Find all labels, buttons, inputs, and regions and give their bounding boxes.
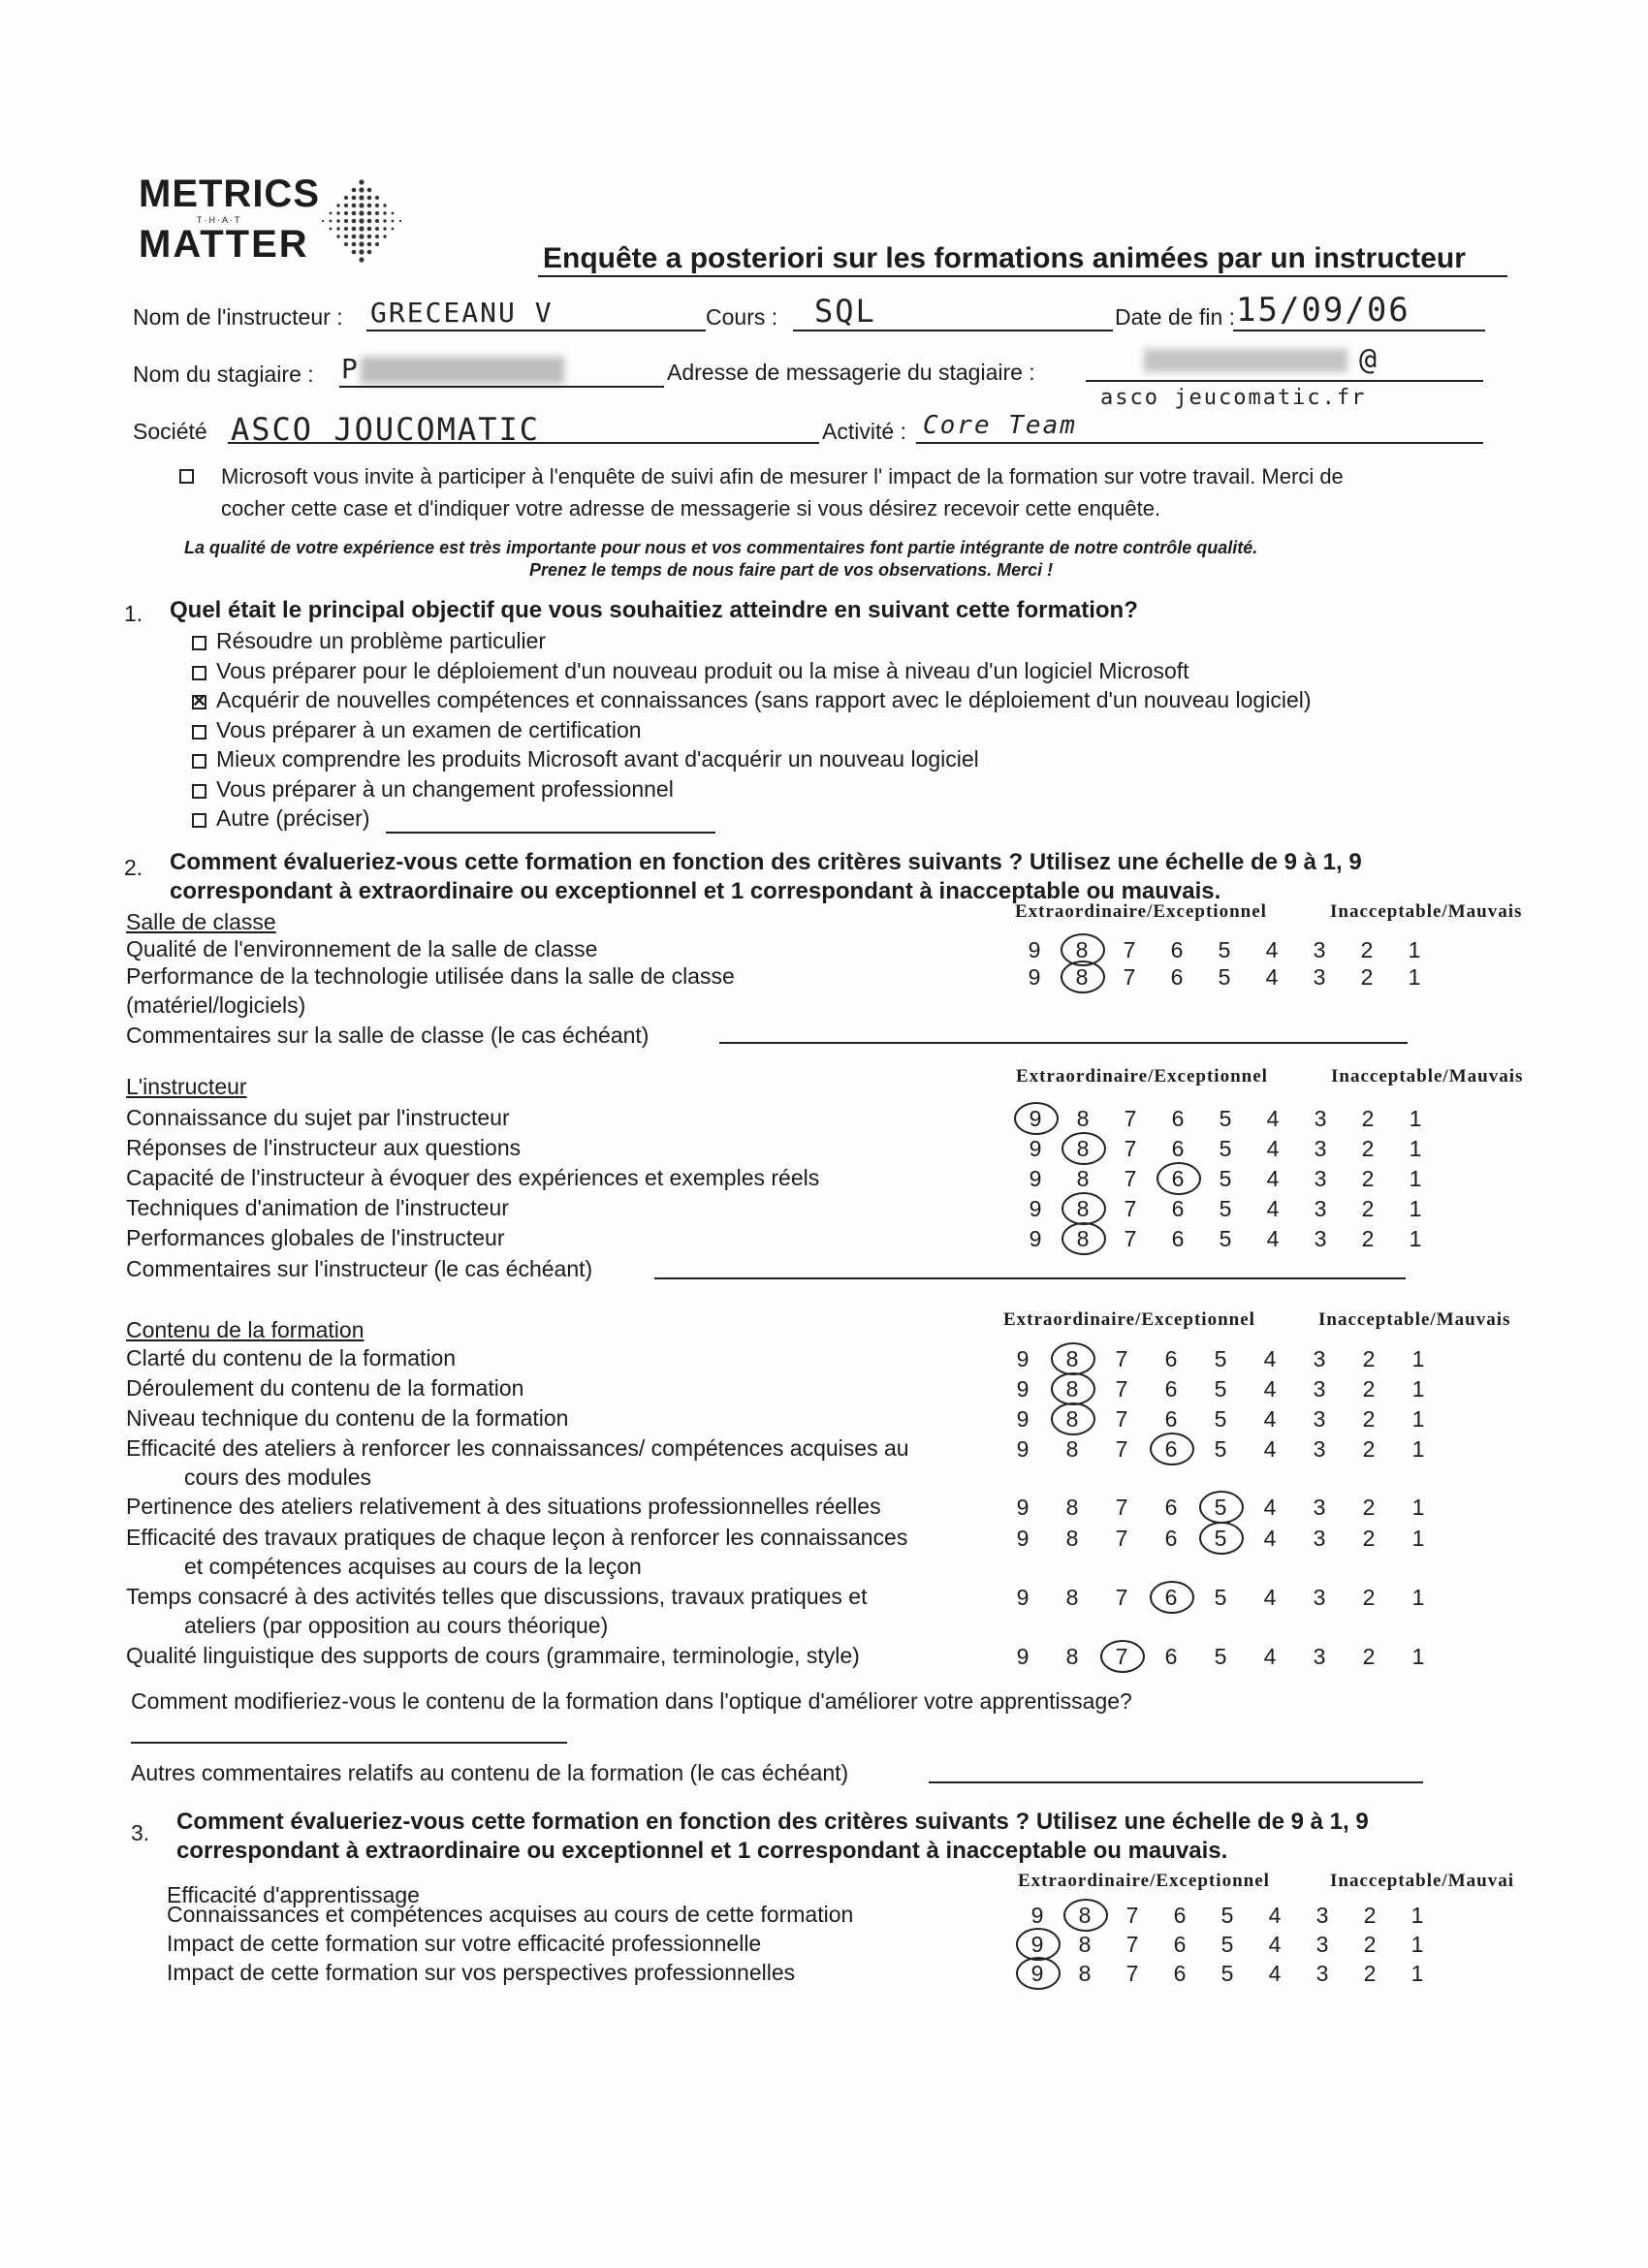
rating-option-9[interactable]: 9: [1016, 1376, 1030, 1402]
rating-option-2[interactable]: 2: [1362, 1376, 1376, 1402]
q1-option-label: Résoudre un problème particulier: [216, 628, 547, 653]
content-item-label: Niveau technique du contenu de la formation: [126, 1405, 569, 1431]
activity-label: Activité :: [822, 419, 906, 444]
classroom-comment-label: Commentaires sur la salle de classe (le cas échéant): [126, 1023, 650, 1048]
q3-item-label: Impact de cette formation sur votre efficacité professionnelle: [167, 1931, 762, 1956]
rating-option-1[interactable]: 1: [1411, 1376, 1425, 1402]
logo: [139, 173, 420, 269]
rating-option-9[interactable]: 9: [1029, 1196, 1042, 1221]
rating-option-6[interactable]: 6: [1171, 1226, 1185, 1251]
rating-option-7[interactable]: 7: [1115, 1585, 1128, 1610]
rating-option-8[interactable]: 8: [1065, 1585, 1079, 1610]
rating-option-8[interactable]: 8: [1076, 1106, 1090, 1131]
rating-option-5[interactable]: 5: [1219, 1136, 1232, 1161]
rating-circle: [1063, 1899, 1108, 1932]
rating-option-3[interactable]: 3: [1313, 1406, 1326, 1432]
rating-option-7[interactable]: 7: [1124, 1196, 1137, 1221]
rating-option-4[interactable]: 4: [1266, 1106, 1280, 1131]
q3-number: 3.: [131, 1820, 150, 1845]
rating-option-9[interactable]: 9: [1030, 1932, 1044, 1957]
date-value[interactable]: 15/09/06: [1236, 291, 1410, 330]
rating-option-9[interactable]: 9: [1016, 1526, 1030, 1551]
rating-option-5[interactable]: 5: [1219, 1106, 1232, 1131]
rating-option-6[interactable]: 6: [1173, 1961, 1187, 1986]
quality-line2: Prenez le temps de nous faire part de vos observations. Merci !: [529, 560, 1054, 580]
trainee-line: [339, 386, 664, 388]
invite-line2: cocher cette case et d'indiquer votre adresse de messagerie si vous désirez recevoir cette enquête.: [221, 496, 1161, 520]
rating-option-9[interactable]: 9: [1016, 1436, 1030, 1462]
rating-option-1[interactable]: 1: [1411, 1346, 1425, 1371]
content-item-label: Clarté du contenu de la formation: [126, 1345, 457, 1370]
instructor-item-label: Réponses de l'instructeur aux questions: [126, 1135, 522, 1160]
classroom-comment-line: [719, 1042, 1408, 1044]
rating-option-7[interactable]: 7: [1123, 964, 1136, 990]
q1-option-label: Vous préparer à un changement professionnel: [216, 775, 674, 802]
rating-option-2[interactable]: 2: [1360, 964, 1374, 990]
rating-option-3[interactable]: 3: [1314, 1196, 1327, 1221]
instructor-item-label: Performances globales de l'instructeur: [126, 1225, 505, 1250]
rating-option-7[interactable]: 7: [1125, 1903, 1139, 1928]
rating-option-9[interactable]: 9: [1016, 1585, 1030, 1610]
rating-option-5[interactable]: 5: [1220, 1961, 1234, 1986]
rating-option-1[interactable]: 1: [1409, 1106, 1422, 1131]
rating-option-1[interactable]: 1: [1411, 1585, 1425, 1610]
rating-option-2[interactable]: 2: [1361, 1196, 1375, 1221]
scale-high-label: Extraordinaire/Exceptionnel: [1015, 901, 1267, 922]
rating-option-1[interactable]: 1: [1410, 1932, 1424, 1957]
rating-option-3[interactable]: 3: [1313, 964, 1326, 990]
rating-option-7[interactable]: 7: [1115, 1436, 1128, 1462]
rating-option-4[interactable]: 4: [1266, 1196, 1280, 1221]
rating-option-3[interactable]: 3: [1313, 1376, 1326, 1402]
classroom-item-label: Performance de la technologie utilisée dans la salle de classe: [126, 963, 735, 989]
content-item-label-cont: et compétences acquises au cours de la leçon: [184, 1554, 642, 1579]
q1-option-checkbox[interactable]: [192, 754, 206, 769]
rating-circle: [1062, 1222, 1106, 1255]
rating-option-1[interactable]: 1: [1410, 1961, 1424, 1986]
activity-line: [916, 442, 1483, 444]
rating-option-7[interactable]: 7: [1115, 1346, 1128, 1371]
rating-option-3[interactable]: 3: [1313, 1644, 1326, 1669]
q2-title-line2: correspondant à extraordinaire ou exceptionnel et 1 correspondant à inacceptable ou mauvais.: [170, 878, 1221, 904]
rating-option-2[interactable]: 2: [1362, 1406, 1376, 1432]
rating-option-7[interactable]: 7: [1123, 937, 1136, 962]
q1-option[interactable]: [192, 658, 1189, 684]
rating-option-5[interactable]: 5: [1218, 937, 1231, 962]
instructor-item-label: Techniques d'animation de l'instructeur: [126, 1195, 509, 1220]
date-line: [1233, 330, 1485, 331]
rating-option-4[interactable]: 4: [1263, 1585, 1277, 1610]
rating-option-1[interactable]: 1: [1411, 1436, 1425, 1462]
rating-option-9[interactable]: 9: [1029, 1226, 1042, 1251]
classroom-item-label-cont: (matériel/logiciels): [126, 992, 306, 1018]
q3-item-label: Connaissances et compétences acquises au cours de cette formation: [167, 1902, 854, 1927]
q3-scale-low-label: Inacceptable/Mauvai: [1330, 1871, 1514, 1891]
rating-option-2[interactable]: 2: [1362, 1495, 1376, 1520]
activity-value[interactable]: Core Team: [923, 411, 1077, 440]
content-item-label: Déroulement du contenu de la formation: [126, 1375, 524, 1401]
rating-option-2[interactable]: 2: [1363, 1903, 1377, 1928]
rating-option-7[interactable]: 7: [1124, 1166, 1137, 1191]
rating-option-8[interactable]: 8: [1065, 1495, 1079, 1520]
q1-option-label: Autre (préciser): [216, 805, 370, 831]
rating-option-3[interactable]: 3: [1315, 1903, 1329, 1928]
rating-option-7[interactable]: 7: [1115, 1644, 1128, 1669]
logo-matter: MATTER: [139, 223, 309, 266]
rating-option-1[interactable]: 1: [1409, 1226, 1422, 1251]
rating-option-8[interactable]: 8: [1065, 1644, 1079, 1669]
invite-line1: Microsoft vous invite à participer à l'enquête de suivi afin de mesurer l' impact de la formation sur votre travail. Merci de: [221, 464, 1344, 488]
rating-circle: [1051, 1342, 1095, 1375]
content-item-label: Temps consacré à des activités telles que discussions, travaux pratiques et: [126, 1584, 868, 1609]
rating-option-7[interactable]: 7: [1125, 1961, 1139, 1986]
q1-option[interactable]: [192, 717, 642, 743]
rating-option-9[interactable]: 9: [1029, 1166, 1042, 1191]
rating-option-6[interactable]: 6: [1164, 1436, 1178, 1462]
q1-option-checkbox[interactable]: [192, 636, 206, 650]
rating-option-4[interactable]: 4: [1265, 937, 1279, 962]
rating-option-7[interactable]: 7: [1124, 1136, 1137, 1161]
quality-line1: La qualité de votre expérience est très importante pour nous et vos commentaires font partie intégrante de notre contrôle qualité.: [184, 538, 1258, 557]
rating-option-5[interactable]: 5: [1214, 1585, 1227, 1610]
rating-option-6[interactable]: 6: [1171, 1196, 1185, 1221]
rating-option-6[interactable]: 6: [1164, 1495, 1178, 1520]
instructor-item-label: Capacité de l'instructeur à évoquer des expériences et exemples réels: [126, 1165, 820, 1190]
rating-option-2[interactable]: 2: [1362, 1644, 1376, 1669]
course-value[interactable]: SQL: [814, 293, 876, 330]
rating-option-5[interactable]: 5: [1214, 1406, 1227, 1432]
rating-option-4[interactable]: 4: [1263, 1644, 1277, 1669]
rating-option-5[interactable]: 5: [1220, 1903, 1234, 1928]
rating-option-3[interactable]: 3: [1313, 1585, 1326, 1610]
rating-option-3[interactable]: 3: [1314, 1166, 1327, 1191]
rating-option-5[interactable]: 5: [1220, 1932, 1234, 1957]
rating-option-7[interactable]: 7: [1124, 1226, 1137, 1251]
rating-option-6[interactable]: 6: [1164, 1406, 1178, 1432]
rating-option-9[interactable]: 9: [1029, 1106, 1042, 1131]
rating-circle: [1051, 1372, 1095, 1405]
date-label: Date de fin :: [1115, 304, 1236, 330]
q1-option[interactable]: [192, 776, 674, 803]
rating-option-1[interactable]: 1: [1411, 1644, 1425, 1669]
content-improve-question: Comment modifieriez-vous le contenu de la formation dans l'optique d'améliorer votre apprentissage?: [131, 1688, 1132, 1714]
q1-option[interactable]: [192, 746, 979, 772]
rating-option-4[interactable]: 4: [1268, 1903, 1282, 1928]
instructor-line: [366, 330, 706, 331]
rating-circle: [1014, 1102, 1059, 1135]
content-item-label: Efficacité des travaux pratiques de chaque leçon à renforcer les connaissances: [126, 1525, 908, 1550]
q1-option-label: Acquérir de nouvelles compétences et connaissances (sans rapport avec le déploiement d'un nouveau logiciel): [216, 687, 1312, 712]
rating-option-6[interactable]: 6: [1164, 1644, 1178, 1669]
rating-option-3[interactable]: 3: [1313, 1495, 1326, 1520]
rating-option-8[interactable]: 8: [1065, 1526, 1079, 1551]
rating-option-4[interactable]: 4: [1263, 1346, 1277, 1371]
rating-option-3[interactable]: 3: [1313, 1436, 1326, 1462]
rating-circle: [1150, 1433, 1194, 1465]
scale-low-label: Inacceptable/Mauvais: [1331, 1066, 1524, 1087]
rating-option-7[interactable]: 7: [1115, 1526, 1128, 1551]
rating-circle: [1062, 1132, 1106, 1165]
rating-option-4[interactable]: 4: [1263, 1526, 1277, 1551]
rating-option-3[interactable]: 3: [1315, 1932, 1329, 1957]
rating-option-8[interactable]: 8: [1075, 964, 1089, 990]
content-item-label: Efficacité des ateliers à renforcer les connaissances/ compétences acquises au: [126, 1435, 909, 1461]
q1-option-checkbox[interactable]: [192, 725, 206, 740]
rating-option-5[interactable]: 5: [1219, 1166, 1232, 1191]
rating-option-6[interactable]: 6: [1173, 1903, 1187, 1928]
content-improve-line: [131, 1742, 567, 1744]
rating-option-1[interactable]: 1: [1408, 964, 1421, 990]
rating-circle: [1061, 961, 1105, 993]
instructor-value[interactable]: GRECEANU V: [370, 297, 554, 329]
q1-option-checkbox[interactable]: [192, 784, 206, 799]
instructor-comment-line: [654, 1277, 1406, 1279]
rating-option-4[interactable]: 4: [1263, 1495, 1277, 1520]
rating-option-9[interactable]: 9: [1016, 1644, 1030, 1669]
rating-option-6[interactable]: 6: [1171, 1106, 1185, 1131]
email-value[interactable]: asco jeucomatic.fr: [1100, 386, 1367, 410]
q1-number: 1.: [124, 601, 143, 626]
instructor-comment-label: Commentaires sur l'instructeur (le cas échéant): [126, 1256, 593, 1281]
rating-option-6[interactable]: 6: [1164, 1346, 1178, 1371]
rating-option-2[interactable]: 2: [1362, 1346, 1376, 1371]
rating-option-3[interactable]: 3: [1313, 1526, 1326, 1551]
rating-option-4[interactable]: 4: [1263, 1376, 1277, 1402]
scale-low-label: Inacceptable/Mauvais: [1318, 1309, 1511, 1330]
rating-option-8[interactable]: 8: [1076, 1166, 1090, 1191]
rating-option-1[interactable]: 1: [1410, 1903, 1424, 1928]
scale-low-label: Inacceptable/Mauvais: [1330, 901, 1523, 922]
rating-option-9[interactable]: 9: [1016, 1495, 1030, 1520]
rating-option-4[interactable]: 4: [1266, 1226, 1280, 1251]
rating-option-6[interactable]: 6: [1164, 1526, 1178, 1551]
rating-option-4[interactable]: 4: [1268, 1961, 1282, 1986]
rating-option-1[interactable]: 1: [1408, 937, 1421, 962]
trainee-label: Nom du stagiaire :: [133, 362, 314, 387]
instructor-heading: L'instructeur: [126, 1074, 247, 1099]
q3-item-label: Impact de cette formation sur vos perspectives professionnelles: [167, 1960, 796, 1985]
rating-option-1[interactable]: 1: [1409, 1166, 1422, 1191]
trainee-value[interactable]: P: [341, 353, 360, 385]
rating-option-2[interactable]: 2: [1363, 1961, 1377, 1986]
rating-option-8[interactable]: 8: [1078, 1903, 1092, 1928]
rating-option-7[interactable]: 7: [1115, 1495, 1128, 1520]
scale-high-label: Extraordinaire/Exceptionnel: [1016, 1066, 1268, 1087]
rating-option-8[interactable]: 8: [1076, 1226, 1090, 1251]
email-line: [1086, 380, 1483, 382]
rating-option-5[interactable]: 5: [1214, 1495, 1227, 1520]
classroom-item-label: Qualité de l'environnement de la salle de classe: [126, 936, 598, 961]
rating-circle: [1157, 1162, 1201, 1195]
rating-option-1[interactable]: 1: [1411, 1406, 1425, 1432]
company-line: [228, 442, 819, 444]
rating-option-5[interactable]: 5: [1218, 964, 1231, 990]
rating-option-2[interactable]: 2: [1361, 1106, 1375, 1131]
rating-option-3[interactable]: 3: [1314, 1106, 1327, 1131]
content-other-label: Autres commentaires relatifs au contenu de la formation (le cas échéant): [131, 1760, 849, 1785]
rating-option-3[interactable]: 3: [1314, 1136, 1327, 1161]
rating-option-6[interactable]: 6: [1171, 1166, 1185, 1191]
trainee-redaction: [361, 357, 564, 384]
q1-option-checkbox[interactable]: [192, 813, 206, 828]
rating-option-9[interactable]: 9: [1028, 937, 1041, 962]
logo-metrics: METRICS: [139, 173, 320, 215]
company-value[interactable]: ASCO JOUCOMATIC: [231, 411, 540, 448]
rating-option-1[interactable]: 1: [1411, 1495, 1425, 1520]
q1-option-label: Mieux comprendre les produits Microsoft avant d'acquérir un nouveau logiciel: [216, 746, 979, 772]
email-label: Adresse de messagerie du stagiaire :: [667, 360, 1035, 385]
rating-option-6[interactable]: 6: [1164, 1585, 1178, 1610]
rating-circle: [1199, 1522, 1244, 1555]
rating-option-8[interactable]: 8: [1076, 1196, 1090, 1221]
rating-option-7[interactable]: 7: [1115, 1376, 1128, 1402]
rating-option-5[interactable]: 5: [1214, 1436, 1227, 1462]
content-item-label: Pertinence des ateliers relativement à des situations professionnelles réelles: [126, 1494, 881, 1519]
content-item-label: Qualité linguistique des supports de cours (grammaire, terminologie, style): [126, 1643, 860, 1668]
rating-option-7[interactable]: 7: [1125, 1932, 1139, 1957]
rating-option-4[interactable]: 4: [1266, 1166, 1280, 1191]
content-item-label-cont: cours des modules: [184, 1465, 372, 1490]
rating-circle: [1100, 1640, 1145, 1673]
rating-option-8[interactable]: 8: [1076, 1136, 1090, 1161]
rating-option-6[interactable]: 6: [1170, 937, 1184, 962]
q2-number: 2.: [124, 855, 143, 880]
rating-option-9[interactable]: 9: [1030, 1961, 1044, 1986]
course-line: [793, 330, 1113, 331]
q1-option[interactable]: [192, 687, 1312, 713]
scale-high-label: Extraordinaire/Exceptionnel: [1003, 1309, 1255, 1330]
rating-option-8[interactable]: 8: [1065, 1346, 1079, 1371]
email-redaction: [1144, 349, 1347, 372]
invite-checkbox[interactable]: [179, 469, 204, 487]
rating-option-4[interactable]: 4: [1266, 1136, 1280, 1161]
rating-option-8[interactable]: 8: [1078, 1961, 1092, 1986]
q1-option-checkbox[interactable]: [192, 666, 206, 680]
rating-option-1[interactable]: 1: [1411, 1526, 1425, 1551]
rating-option-3[interactable]: 3: [1315, 1961, 1329, 1986]
rating-option-2[interactable]: 2: [1362, 1436, 1376, 1462]
q3-subheading: Efficacité d'apprentissage: [167, 1882, 420, 1907]
q1-option-label: Vous préparer pour le déploiement d'un nouveau produit ou la mise à niveau d'un logiciel Microsoft: [216, 657, 1189, 683]
rating-circle: [1016, 1928, 1061, 1961]
rating-option-9[interactable]: 9: [1016, 1346, 1030, 1371]
content-heading: Contenu de la formation: [126, 1317, 364, 1342]
rating-option-1[interactable]: 1: [1409, 1136, 1422, 1161]
course-label: Cours :: [706, 304, 778, 330]
rating-option-5[interactable]: 5: [1214, 1346, 1227, 1371]
q1-option[interactable]: [192, 805, 369, 832]
rating-option-5[interactable]: 5: [1219, 1196, 1232, 1221]
rating-option-3[interactable]: 3: [1313, 937, 1326, 962]
logo-dots-icon: [313, 177, 410, 265]
rating-option-9[interactable]: 9: [1028, 964, 1041, 990]
rating-option-9[interactable]: 9: [1030, 1903, 1044, 1928]
rating-option-4[interactable]: 4: [1268, 1932, 1282, 1957]
rating-option-1[interactable]: 1: [1409, 1196, 1422, 1221]
classroom-heading: Salle de classe: [126, 909, 276, 934]
rating-option-2[interactable]: 2: [1361, 1136, 1375, 1161]
rating-option-8[interactable]: 8: [1065, 1436, 1079, 1462]
q1-option[interactable]: [192, 628, 546, 654]
rating-circle: [1051, 1402, 1095, 1435]
rating-option-2[interactable]: 2: [1362, 1585, 1376, 1610]
q1-other-line: [386, 832, 715, 834]
q1-option-label: Vous préparer à un examen de certification: [216, 716, 642, 742]
q1-option-checkbox[interactable]: [192, 695, 206, 709]
rating-circle: [1016, 1957, 1061, 1990]
rating-option-5[interactable]: 5: [1214, 1376, 1227, 1402]
q3-scale-high-label: Extraordinaire/Exceptionnel: [1018, 1871, 1270, 1891]
rating-option-9[interactable]: 9: [1016, 1406, 1030, 1432]
rating-option-5[interactable]: 5: [1214, 1526, 1227, 1551]
rating-option-2[interactable]: 2: [1361, 1226, 1375, 1251]
rating-option-6[interactable]: 6: [1164, 1376, 1178, 1402]
company-label: Société: [133, 419, 207, 444]
rating-option-6[interactable]: 6: [1173, 1932, 1187, 1957]
content-other-line: [929, 1781, 1423, 1783]
rating-option-8[interactable]: 8: [1075, 937, 1089, 962]
instructor-item-label: Connaissance du sujet par l'instructeur: [126, 1105, 510, 1130]
content-item-label-cont: ateliers (par opposition au cours théorique): [184, 1613, 609, 1638]
rating-option-5[interactable]: 5: [1214, 1644, 1227, 1669]
rating-option-4[interactable]: 4: [1263, 1436, 1277, 1462]
rating-option-6[interactable]: 6: [1171, 1136, 1185, 1161]
rating-option-2[interactable]: 2: [1360, 937, 1374, 962]
email-at-icon: @: [1359, 343, 1379, 377]
q3-title-line2: correspondant à extraordinaire ou exceptionnel et 1 correspondant à inacceptable ou mauvais.: [176, 1838, 1228, 1864]
rating-option-3[interactable]: 3: [1313, 1346, 1326, 1371]
rating-option-7[interactable]: 7: [1124, 1106, 1137, 1131]
rating-option-4[interactable]: 4: [1265, 964, 1279, 990]
rating-option-2[interactable]: 2: [1361, 1166, 1375, 1191]
page-title: Enquête a posteriori sur les formations animées par un instructeur: [543, 242, 1466, 274]
logo-that: T·H·A·T: [197, 215, 242, 225]
rating-circle: [1199, 1491, 1244, 1524]
rating-option-6[interactable]: 6: [1170, 964, 1184, 990]
title-rule: [538, 275, 1507, 277]
rating-option-2[interactable]: 2: [1363, 1932, 1377, 1957]
rating-option-4[interactable]: 4: [1263, 1406, 1277, 1432]
rating-option-3[interactable]: 3: [1314, 1226, 1327, 1251]
rating-option-8[interactable]: 8: [1065, 1406, 1079, 1432]
rating-option-8[interactable]: 8: [1065, 1376, 1079, 1402]
rating-circle: [1150, 1581, 1194, 1614]
rating-option-7[interactable]: 7: [1115, 1406, 1128, 1432]
rating-option-5[interactable]: 5: [1219, 1226, 1232, 1251]
rating-option-9[interactable]: 9: [1029, 1136, 1042, 1161]
rating-circle: [1062, 1192, 1106, 1225]
rating-option-2[interactable]: 2: [1362, 1526, 1376, 1551]
instructor-label: Nom de l'instructeur :: [133, 304, 343, 330]
q2-title-line1: Comment évalueriez-vous cette formation en fonction des critères suivants ? Utilisez une échelle de 9 à 1, 9: [170, 849, 1362, 875]
q1-title: Quel était le principal objectif que vous souhaitiez atteindre en suivant cette formation?: [170, 597, 1138, 623]
rating-option-8[interactable]: 8: [1078, 1932, 1092, 1957]
q3-title-line1: Comment évalueriez-vous cette formation en fonction des critères suivants ? Utilisez une échelle de 9 à 1, 9: [176, 1809, 1369, 1835]
